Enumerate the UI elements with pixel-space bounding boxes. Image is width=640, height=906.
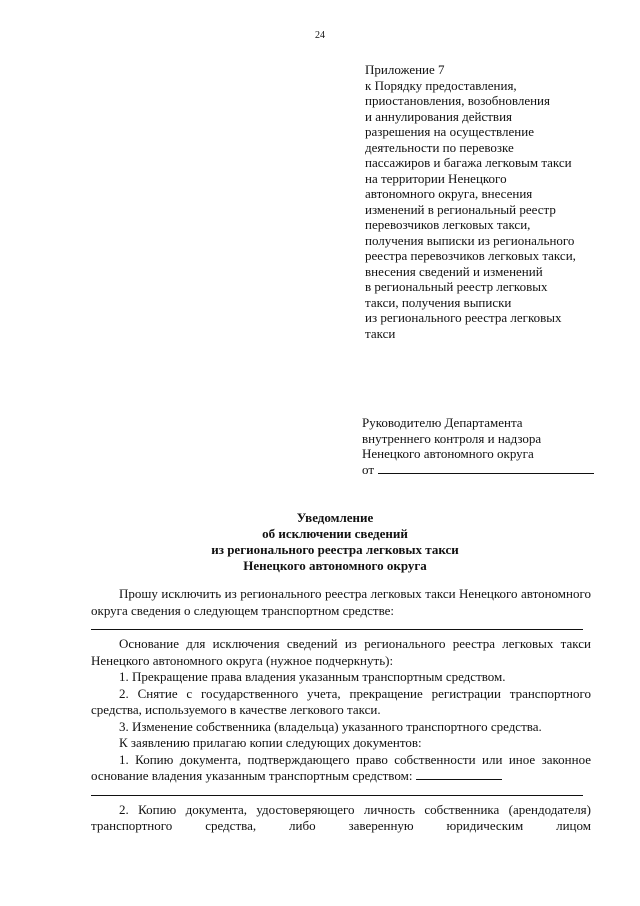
from-blank-field[interactable] xyxy=(378,462,594,474)
reason-3[interactable]: 3. Изменение собственника (владельца) указанного транспортного средства. xyxy=(119,718,542,734)
appendix-line: получения выписки из регионального xyxy=(365,232,575,248)
appendix-line: на территории Ненецкого xyxy=(365,170,507,186)
title-line-1: Уведомление xyxy=(296,510,374,525)
document-body xyxy=(91,586,591,835)
appendix-line: и аннулирования действия xyxy=(365,108,513,124)
appendix-line: из регионального реестра легковых xyxy=(365,310,562,325)
appendix-line: такси xyxy=(365,325,396,341)
appendix-line: Приложение 7 xyxy=(365,62,445,77)
document-1-row xyxy=(91,752,591,785)
basis-paragraph: Основание для исключения сведений из регионального реестра легковых такси Ненецкого автономного округа (нужное подчеркнуть): xyxy=(91,636,591,668)
attachments-intro: К заявлению прилагаю копии следующих документов: xyxy=(119,735,422,750)
title-line-2: об исключении сведений xyxy=(262,526,408,541)
title-line-3: из регионального реестра легковых такси xyxy=(211,542,459,557)
addressee-line-1: Руководителю Департамента xyxy=(362,415,523,430)
document-1-blank-line[interactable] xyxy=(91,795,583,796)
appendix-line: в региональный реестр легковых xyxy=(365,279,548,294)
addressee-line-3: Ненецкого автономного округа xyxy=(362,446,534,461)
appendix-line: реестра перевозчиков легковых такси, xyxy=(365,248,576,263)
appendix-line: деятельности по перевозке xyxy=(365,139,514,155)
request-paragraph: Прошу исключить из регионального реестра легковых такси Ненецкого автономного округа сведения о следующем транспортном средстве: xyxy=(91,586,591,618)
document-1-blank-field[interactable] xyxy=(416,769,502,780)
appendix-line: такси, получения выписки xyxy=(365,294,512,310)
from-row xyxy=(362,462,622,478)
appendix-block xyxy=(365,62,625,341)
title-line-4: Ненецкого автономного округа xyxy=(243,558,427,573)
vehicle-blank-line[interactable] xyxy=(91,629,583,630)
reason-1[interactable]: 1. Прекращение права владения указанным транспортным средством. xyxy=(119,669,506,684)
appendix-line: перевозчиков легковых такси, xyxy=(365,217,531,232)
document-1-text: 1. Копию документа, подтверждающего право собственности или иное законное основание владения указанным транспортным средством: xyxy=(91,751,591,783)
document-2-paragraph: 2. Копию документа, удостоверяющего личность собственника (арендодателя) транспортного средства, либо заверенную юридическим лицом xyxy=(91,801,591,833)
reason-2[interactable]: 2. Снятие с государственного учета, прекращение регистрации транспортного средства, используемого в качестве легкового такси. xyxy=(91,685,591,717)
from-label: от xyxy=(362,461,375,477)
page-number: 24 xyxy=(315,30,325,41)
appendix-line: изменений в региональный реестр xyxy=(365,201,556,217)
addressee-block xyxy=(362,415,622,477)
document-title xyxy=(0,510,640,574)
appendix-line: внесения сведений и изменений xyxy=(365,263,543,279)
appendix-line: разрешения на осуществление xyxy=(365,124,534,139)
addressee-line-2: внутреннего контроля и надзора xyxy=(362,430,542,446)
appendix-line: пассажиров и багажа легковым такси xyxy=(365,155,572,170)
appendix-line: приостановления, возобновления xyxy=(365,93,550,108)
appendix-line: к Порядку предоставления, xyxy=(365,77,517,93)
appendix-line: автономного округа, внесения xyxy=(365,186,533,201)
